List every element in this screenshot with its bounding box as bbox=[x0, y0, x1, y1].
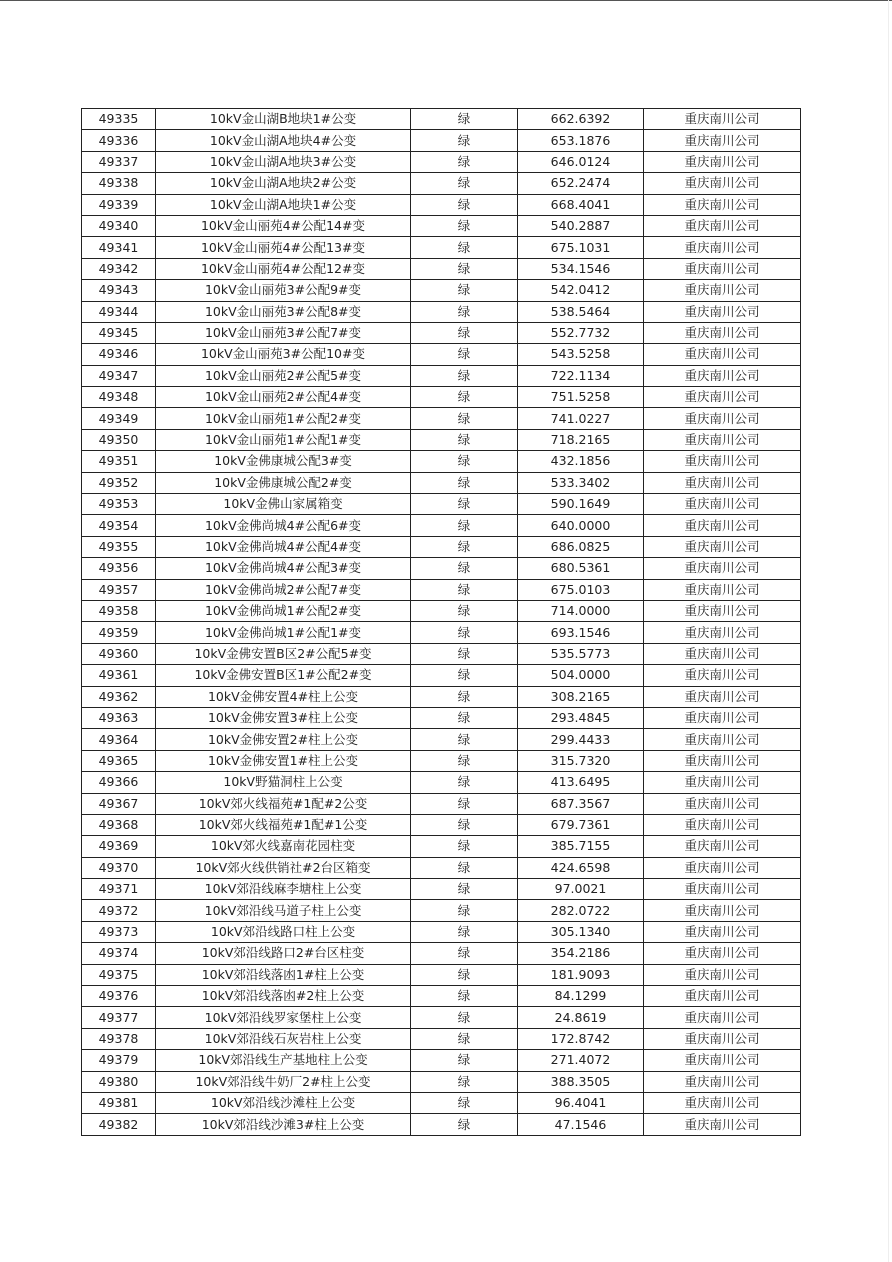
status-cell: 绿 bbox=[411, 643, 518, 664]
transformer-name-cell: 10kV郊火线福苑#1配#2公变 bbox=[156, 793, 411, 814]
value-cell: 97.0021 bbox=[518, 879, 644, 900]
company-cell: 重庆南川公司 bbox=[644, 280, 801, 301]
transformer-name-cell: 10kV金佛安置B区2#公配5#变 bbox=[156, 643, 411, 664]
value-cell: 714.0000 bbox=[518, 600, 644, 621]
row-id-cell: 49364 bbox=[82, 729, 156, 750]
table-row bbox=[82, 643, 801, 664]
table-row bbox=[82, 729, 801, 750]
table-row bbox=[82, 536, 801, 557]
company-cell: 重庆南川公司 bbox=[644, 729, 801, 750]
status-cell: 绿 bbox=[411, 1092, 518, 1113]
value-cell: 542.0412 bbox=[518, 280, 644, 301]
transformer-name-cell: 10kV金佛安置B区1#公配2#变 bbox=[156, 665, 411, 686]
status-cell: 绿 bbox=[411, 964, 518, 985]
row-id-cell: 49343 bbox=[82, 280, 156, 301]
row-id-cell: 49358 bbox=[82, 600, 156, 621]
company-cell: 重庆南川公司 bbox=[644, 750, 801, 771]
transformer-name-cell: 10kV郊沿线落凼1#柱上公变 bbox=[156, 964, 411, 985]
table-row bbox=[82, 986, 801, 1007]
row-id-cell: 49378 bbox=[82, 1028, 156, 1049]
company-cell: 重庆南川公司 bbox=[644, 387, 801, 408]
status-cell: 绿 bbox=[411, 215, 518, 236]
transformer-name-cell: 10kV金山丽苑4#公配13#变 bbox=[156, 237, 411, 258]
value-cell: 504.0000 bbox=[518, 665, 644, 686]
row-id-cell: 49342 bbox=[82, 258, 156, 279]
value-cell: 552.7732 bbox=[518, 322, 644, 343]
status-cell: 绿 bbox=[411, 558, 518, 579]
status-cell: 绿 bbox=[411, 707, 518, 728]
table-row bbox=[82, 857, 801, 878]
status-cell: 绿 bbox=[411, 1007, 518, 1028]
table-row bbox=[82, 600, 801, 621]
value-cell: 24.8619 bbox=[518, 1007, 644, 1028]
transformer-name-cell: 10kV金山丽苑3#公配8#变 bbox=[156, 301, 411, 322]
table-row bbox=[82, 472, 801, 493]
company-cell: 重庆南川公司 bbox=[644, 772, 801, 793]
transformer-table bbox=[81, 108, 801, 1136]
row-id-cell: 49349 bbox=[82, 408, 156, 429]
row-id-cell: 49341 bbox=[82, 237, 156, 258]
company-cell: 重庆南川公司 bbox=[644, 237, 801, 258]
transformer-name-cell: 10kV金佛尚城4#公配4#变 bbox=[156, 536, 411, 557]
transformer-name-cell: 10kV郊沿线生产基地柱上公变 bbox=[156, 1050, 411, 1071]
status-cell: 绿 bbox=[411, 408, 518, 429]
status-cell: 绿 bbox=[411, 600, 518, 621]
table-row bbox=[82, 665, 801, 686]
transformer-name-cell: 10kV郊沿线路口2#台区柱变 bbox=[156, 943, 411, 964]
transformer-name-cell: 10kV郊沿线罗家堡柱上公变 bbox=[156, 1007, 411, 1028]
company-cell: 重庆南川公司 bbox=[644, 643, 801, 664]
transformer-name-cell: 10kV金佛康城公配2#变 bbox=[156, 472, 411, 493]
status-cell: 绿 bbox=[411, 857, 518, 878]
transformer-name-cell: 10kV金山丽苑3#公配9#变 bbox=[156, 280, 411, 301]
value-cell: 693.1546 bbox=[518, 622, 644, 643]
transformer-name-cell: 10kV金山湖A地块3#公变 bbox=[156, 151, 411, 172]
transformer-name-cell: 10kV郊沿线麻李塘柱上公变 bbox=[156, 879, 411, 900]
table-row bbox=[82, 707, 801, 728]
row-id-cell: 49351 bbox=[82, 451, 156, 472]
company-cell: 重庆南川公司 bbox=[644, 686, 801, 707]
transformer-name-cell: 10kV金佛安置1#柱上公变 bbox=[156, 750, 411, 771]
transformer-name-cell: 10kV金山丽苑2#公配4#变 bbox=[156, 387, 411, 408]
status-cell: 绿 bbox=[411, 258, 518, 279]
company-cell: 重庆南川公司 bbox=[644, 921, 801, 942]
transformer-name-cell: 10kV金山湖A地块1#公变 bbox=[156, 194, 411, 215]
table-row bbox=[82, 109, 801, 130]
table-row bbox=[82, 900, 801, 921]
table-row bbox=[82, 451, 801, 472]
value-cell: 741.0227 bbox=[518, 408, 644, 429]
company-cell: 重庆南川公司 bbox=[644, 1114, 801, 1135]
transformer-name-cell: 10kV金佛尚城4#公配6#变 bbox=[156, 515, 411, 536]
company-cell: 重庆南川公司 bbox=[644, 472, 801, 493]
company-cell: 重庆南川公司 bbox=[644, 494, 801, 515]
table-row bbox=[82, 793, 801, 814]
row-id-cell: 49345 bbox=[82, 322, 156, 343]
company-cell: 重庆南川公司 bbox=[644, 1092, 801, 1113]
row-id-cell: 49344 bbox=[82, 301, 156, 322]
table-row bbox=[82, 1007, 801, 1028]
transformer-name-cell: 10kV郊沿线沙滩柱上公变 bbox=[156, 1092, 411, 1113]
value-cell: 413.6495 bbox=[518, 772, 644, 793]
table-row bbox=[82, 750, 801, 771]
value-cell: 282.0722 bbox=[518, 900, 644, 921]
status-cell: 绿 bbox=[411, 1050, 518, 1071]
row-id-cell: 49355 bbox=[82, 536, 156, 557]
row-id-cell: 49372 bbox=[82, 900, 156, 921]
status-cell: 绿 bbox=[411, 814, 518, 835]
transformer-name-cell: 10kV金山丽苑1#公配2#变 bbox=[156, 408, 411, 429]
status-cell: 绿 bbox=[411, 109, 518, 130]
status-cell: 绿 bbox=[411, 536, 518, 557]
table-row bbox=[82, 814, 801, 835]
value-cell: 686.0825 bbox=[518, 536, 644, 557]
company-cell: 重庆南川公司 bbox=[644, 558, 801, 579]
value-cell: 96.4041 bbox=[518, 1092, 644, 1113]
value-cell: 172.8742 bbox=[518, 1028, 644, 1049]
value-cell: 354.2186 bbox=[518, 943, 644, 964]
row-id-cell: 49362 bbox=[82, 686, 156, 707]
company-cell: 重庆南川公司 bbox=[644, 1071, 801, 1092]
status-cell: 绿 bbox=[411, 301, 518, 322]
transformer-name-cell: 10kV郊火线嘉南花园柱变 bbox=[156, 836, 411, 857]
row-id-cell: 49363 bbox=[82, 707, 156, 728]
status-cell: 绿 bbox=[411, 879, 518, 900]
row-id-cell: 49347 bbox=[82, 365, 156, 386]
status-cell: 绿 bbox=[411, 836, 518, 857]
value-cell: 271.4072 bbox=[518, 1050, 644, 1071]
page-right-edge bbox=[888, 0, 889, 1262]
status-cell: 绿 bbox=[411, 472, 518, 493]
transformer-name-cell: 10kV金佛尚城4#公配3#变 bbox=[156, 558, 411, 579]
table-row bbox=[82, 429, 801, 450]
table-row bbox=[82, 964, 801, 985]
value-cell: 652.2474 bbox=[518, 173, 644, 194]
transformer-name-cell: 10kV金佛安置2#柱上公变 bbox=[156, 729, 411, 750]
status-cell: 绿 bbox=[411, 515, 518, 536]
status-cell: 绿 bbox=[411, 194, 518, 215]
table-row bbox=[82, 130, 801, 151]
table-row bbox=[82, 280, 801, 301]
status-cell: 绿 bbox=[411, 943, 518, 964]
status-cell: 绿 bbox=[411, 900, 518, 921]
row-id-cell: 49354 bbox=[82, 515, 156, 536]
row-id-cell: 49359 bbox=[82, 622, 156, 643]
status-cell: 绿 bbox=[411, 151, 518, 172]
company-cell: 重庆南川公司 bbox=[644, 322, 801, 343]
row-id-cell: 49352 bbox=[82, 472, 156, 493]
transformer-name-cell: 10kV金山丽苑3#公配10#变 bbox=[156, 344, 411, 365]
value-cell: 385.7155 bbox=[518, 836, 644, 857]
transformer-name-cell: 10kV金佛尚城2#公配7#变 bbox=[156, 579, 411, 600]
company-cell: 重庆南川公司 bbox=[644, 536, 801, 557]
value-cell: 534.1546 bbox=[518, 258, 644, 279]
status-cell: 绿 bbox=[411, 750, 518, 771]
status-cell: 绿 bbox=[411, 772, 518, 793]
status-cell: 绿 bbox=[411, 622, 518, 643]
company-cell: 重庆南川公司 bbox=[644, 301, 801, 322]
company-cell: 重庆南川公司 bbox=[644, 665, 801, 686]
status-cell: 绿 bbox=[411, 1071, 518, 1092]
company-cell: 重庆南川公司 bbox=[644, 151, 801, 172]
company-cell: 重庆南川公司 bbox=[644, 173, 801, 194]
row-id-cell: 49370 bbox=[82, 857, 156, 878]
transformer-name-cell: 10kV金山丽苑4#公配14#变 bbox=[156, 215, 411, 236]
row-id-cell: 49335 bbox=[82, 109, 156, 130]
row-id-cell: 49356 bbox=[82, 558, 156, 579]
value-cell: 315.7320 bbox=[518, 750, 644, 771]
row-id-cell: 49350 bbox=[82, 429, 156, 450]
table-row bbox=[82, 194, 801, 215]
table-body bbox=[82, 109, 801, 1136]
row-id-cell: 49339 bbox=[82, 194, 156, 215]
status-cell: 绿 bbox=[411, 387, 518, 408]
value-cell: 680.5361 bbox=[518, 558, 644, 579]
value-cell: 47.1546 bbox=[518, 1114, 644, 1135]
value-cell: 653.1876 bbox=[518, 130, 644, 151]
status-cell: 绿 bbox=[411, 1114, 518, 1135]
status-cell: 绿 bbox=[411, 1028, 518, 1049]
table-row bbox=[82, 173, 801, 194]
page-top-border bbox=[0, 0, 892, 1]
transformer-name-cell: 10kV金山丽苑4#公配12#变 bbox=[156, 258, 411, 279]
row-id-cell: 49367 bbox=[82, 793, 156, 814]
value-cell: 305.1340 bbox=[518, 921, 644, 942]
value-cell: 432.1856 bbox=[518, 451, 644, 472]
transformer-name-cell: 10kV金佛尚城1#公配1#变 bbox=[156, 622, 411, 643]
table-row bbox=[82, 943, 801, 964]
row-id-cell: 49361 bbox=[82, 665, 156, 686]
row-id-cell: 49336 bbox=[82, 130, 156, 151]
company-cell: 重庆南川公司 bbox=[644, 793, 801, 814]
transformer-name-cell: 10kV金佛安置4#柱上公变 bbox=[156, 686, 411, 707]
row-id-cell: 49346 bbox=[82, 344, 156, 365]
transformer-name-cell: 10kV郊沿线路口柱上公变 bbox=[156, 921, 411, 942]
value-cell: 538.5464 bbox=[518, 301, 644, 322]
status-cell: 绿 bbox=[411, 322, 518, 343]
table-row bbox=[82, 579, 801, 600]
status-cell: 绿 bbox=[411, 130, 518, 151]
value-cell: 540.2887 bbox=[518, 215, 644, 236]
row-id-cell: 49337 bbox=[82, 151, 156, 172]
transformer-name-cell: 10kV金山丽苑3#公配7#变 bbox=[156, 322, 411, 343]
row-id-cell: 49360 bbox=[82, 643, 156, 664]
table-row bbox=[82, 1050, 801, 1071]
table-row bbox=[82, 258, 801, 279]
company-cell: 重庆南川公司 bbox=[644, 215, 801, 236]
status-cell: 绿 bbox=[411, 494, 518, 515]
table-row bbox=[82, 151, 801, 172]
value-cell: 646.0124 bbox=[518, 151, 644, 172]
transformer-name-cell: 10kV金山丽苑1#公配1#变 bbox=[156, 429, 411, 450]
row-id-cell: 49368 bbox=[82, 814, 156, 835]
table-row bbox=[82, 365, 801, 386]
value-cell: 535.5773 bbox=[518, 643, 644, 664]
company-cell: 重庆南川公司 bbox=[644, 344, 801, 365]
row-id-cell: 49382 bbox=[82, 1114, 156, 1135]
value-cell: 308.2165 bbox=[518, 686, 644, 707]
company-cell: 重庆南川公司 bbox=[644, 879, 801, 900]
status-cell: 绿 bbox=[411, 280, 518, 301]
transformer-name-cell: 10kV郊沿线马道子柱上公变 bbox=[156, 900, 411, 921]
row-id-cell: 49340 bbox=[82, 215, 156, 236]
table-row bbox=[82, 301, 801, 322]
company-cell: 重庆南川公司 bbox=[644, 451, 801, 472]
transformer-name-cell: 10kV金山丽苑2#公配5#变 bbox=[156, 365, 411, 386]
value-cell: 424.6598 bbox=[518, 857, 644, 878]
table-row bbox=[82, 215, 801, 236]
table-row bbox=[82, 622, 801, 643]
transformer-name-cell: 10kV金山湖A地块4#公变 bbox=[156, 130, 411, 151]
company-cell: 重庆南川公司 bbox=[644, 857, 801, 878]
row-id-cell: 49381 bbox=[82, 1092, 156, 1113]
table-row bbox=[82, 494, 801, 515]
company-cell: 重庆南川公司 bbox=[644, 836, 801, 857]
value-cell: 181.9093 bbox=[518, 964, 644, 985]
value-cell: 718.2165 bbox=[518, 429, 644, 450]
row-id-cell: 49375 bbox=[82, 964, 156, 985]
table-row bbox=[82, 344, 801, 365]
row-id-cell: 49373 bbox=[82, 921, 156, 942]
company-cell: 重庆南川公司 bbox=[644, 408, 801, 429]
value-cell: 388.3505 bbox=[518, 1071, 644, 1092]
company-cell: 重庆南川公司 bbox=[644, 365, 801, 386]
transformer-name-cell: 10kV金佛安置3#柱上公变 bbox=[156, 707, 411, 728]
company-cell: 重庆南川公司 bbox=[644, 130, 801, 151]
company-cell: 重庆南川公司 bbox=[644, 986, 801, 1007]
company-cell: 重庆南川公司 bbox=[644, 707, 801, 728]
status-cell: 绿 bbox=[411, 793, 518, 814]
status-cell: 绿 bbox=[411, 579, 518, 600]
company-cell: 重庆南川公司 bbox=[644, 258, 801, 279]
row-id-cell: 49374 bbox=[82, 943, 156, 964]
value-cell: 543.5258 bbox=[518, 344, 644, 365]
company-cell: 重庆南川公司 bbox=[644, 600, 801, 621]
transformer-name-cell: 10kV野猫洞柱上公变 bbox=[156, 772, 411, 793]
transformer-name-cell: 10kV郊沿线落凼#2柱上公变 bbox=[156, 986, 411, 1007]
company-cell: 重庆南川公司 bbox=[644, 429, 801, 450]
transformer-name-cell: 10kV郊火线供销社#2台区箱变 bbox=[156, 857, 411, 878]
company-cell: 重庆南川公司 bbox=[644, 1007, 801, 1028]
value-cell: 751.5258 bbox=[518, 387, 644, 408]
company-cell: 重庆南川公司 bbox=[644, 622, 801, 643]
table-row bbox=[82, 921, 801, 942]
table-row bbox=[82, 686, 801, 707]
table-row bbox=[82, 879, 801, 900]
row-id-cell: 49376 bbox=[82, 986, 156, 1007]
row-id-cell: 49348 bbox=[82, 387, 156, 408]
transformer-name-cell: 10kV金佛康城公配3#变 bbox=[156, 451, 411, 472]
status-cell: 绿 bbox=[411, 237, 518, 258]
table-row bbox=[82, 408, 801, 429]
transformer-name-cell: 10kV金山湖B地块1#公变 bbox=[156, 109, 411, 130]
table-row bbox=[82, 1092, 801, 1113]
status-cell: 绿 bbox=[411, 429, 518, 450]
row-id-cell: 49366 bbox=[82, 772, 156, 793]
row-id-cell: 49369 bbox=[82, 836, 156, 857]
transformer-name-cell: 10kV金山湖A地块2#公变 bbox=[156, 173, 411, 194]
value-cell: 293.4845 bbox=[518, 707, 644, 728]
table-row bbox=[82, 1114, 801, 1135]
company-cell: 重庆南川公司 bbox=[644, 1050, 801, 1071]
row-id-cell: 49365 bbox=[82, 750, 156, 771]
company-cell: 重庆南川公司 bbox=[644, 814, 801, 835]
value-cell: 687.3567 bbox=[518, 793, 644, 814]
status-cell: 绿 bbox=[411, 729, 518, 750]
status-cell: 绿 bbox=[411, 921, 518, 942]
row-id-cell: 49380 bbox=[82, 1071, 156, 1092]
table-row bbox=[82, 515, 801, 536]
value-cell: 533.3402 bbox=[518, 472, 644, 493]
row-id-cell: 49379 bbox=[82, 1050, 156, 1071]
transformer-name-cell: 10kV金佛尚城1#公配2#变 bbox=[156, 600, 411, 621]
transformer-name-cell: 10kV郊沿线沙滩3#柱上公变 bbox=[156, 1114, 411, 1135]
status-cell: 绿 bbox=[411, 365, 518, 386]
company-cell: 重庆南川公司 bbox=[644, 900, 801, 921]
value-cell: 679.7361 bbox=[518, 814, 644, 835]
company-cell: 重庆南川公司 bbox=[644, 194, 801, 215]
row-id-cell: 49338 bbox=[82, 173, 156, 194]
status-cell: 绿 bbox=[411, 986, 518, 1007]
value-cell: 299.4433 bbox=[518, 729, 644, 750]
status-cell: 绿 bbox=[411, 344, 518, 365]
row-id-cell: 49377 bbox=[82, 1007, 156, 1028]
company-cell: 重庆南川公司 bbox=[644, 1028, 801, 1049]
value-cell: 640.0000 bbox=[518, 515, 644, 536]
value-cell: 668.4041 bbox=[518, 194, 644, 215]
table-row bbox=[82, 387, 801, 408]
transformer-name-cell: 10kV郊沿线牛奶厂2#柱上公变 bbox=[156, 1071, 411, 1092]
value-cell: 662.6392 bbox=[518, 109, 644, 130]
value-cell: 84.1299 bbox=[518, 986, 644, 1007]
transformer-name-cell: 10kV郊火线福苑#1配#1公变 bbox=[156, 814, 411, 835]
status-cell: 绿 bbox=[411, 665, 518, 686]
company-cell: 重庆南川公司 bbox=[644, 515, 801, 536]
company-cell: 重庆南川公司 bbox=[644, 964, 801, 985]
table-row bbox=[82, 1028, 801, 1049]
value-cell: 675.0103 bbox=[518, 579, 644, 600]
company-cell: 重庆南川公司 bbox=[644, 109, 801, 130]
status-cell: 绿 bbox=[411, 686, 518, 707]
company-cell: 重庆南川公司 bbox=[644, 943, 801, 964]
row-id-cell: 49371 bbox=[82, 879, 156, 900]
value-cell: 590.1649 bbox=[518, 494, 644, 515]
row-id-cell: 49353 bbox=[82, 494, 156, 515]
table-row bbox=[82, 1071, 801, 1092]
table-row bbox=[82, 772, 801, 793]
transformer-name-cell: 10kV金佛山家属箱变 bbox=[156, 494, 411, 515]
table-row bbox=[82, 558, 801, 579]
value-cell: 722.1134 bbox=[518, 365, 644, 386]
table-row bbox=[82, 237, 801, 258]
table-row bbox=[82, 836, 801, 857]
row-id-cell: 49357 bbox=[82, 579, 156, 600]
table-row bbox=[82, 322, 801, 343]
company-cell: 重庆南川公司 bbox=[644, 579, 801, 600]
value-cell: 675.1031 bbox=[518, 237, 644, 258]
transformer-name-cell: 10kV郊沿线石灰岩柱上公变 bbox=[156, 1028, 411, 1049]
status-cell: 绿 bbox=[411, 451, 518, 472]
status-cell: 绿 bbox=[411, 173, 518, 194]
